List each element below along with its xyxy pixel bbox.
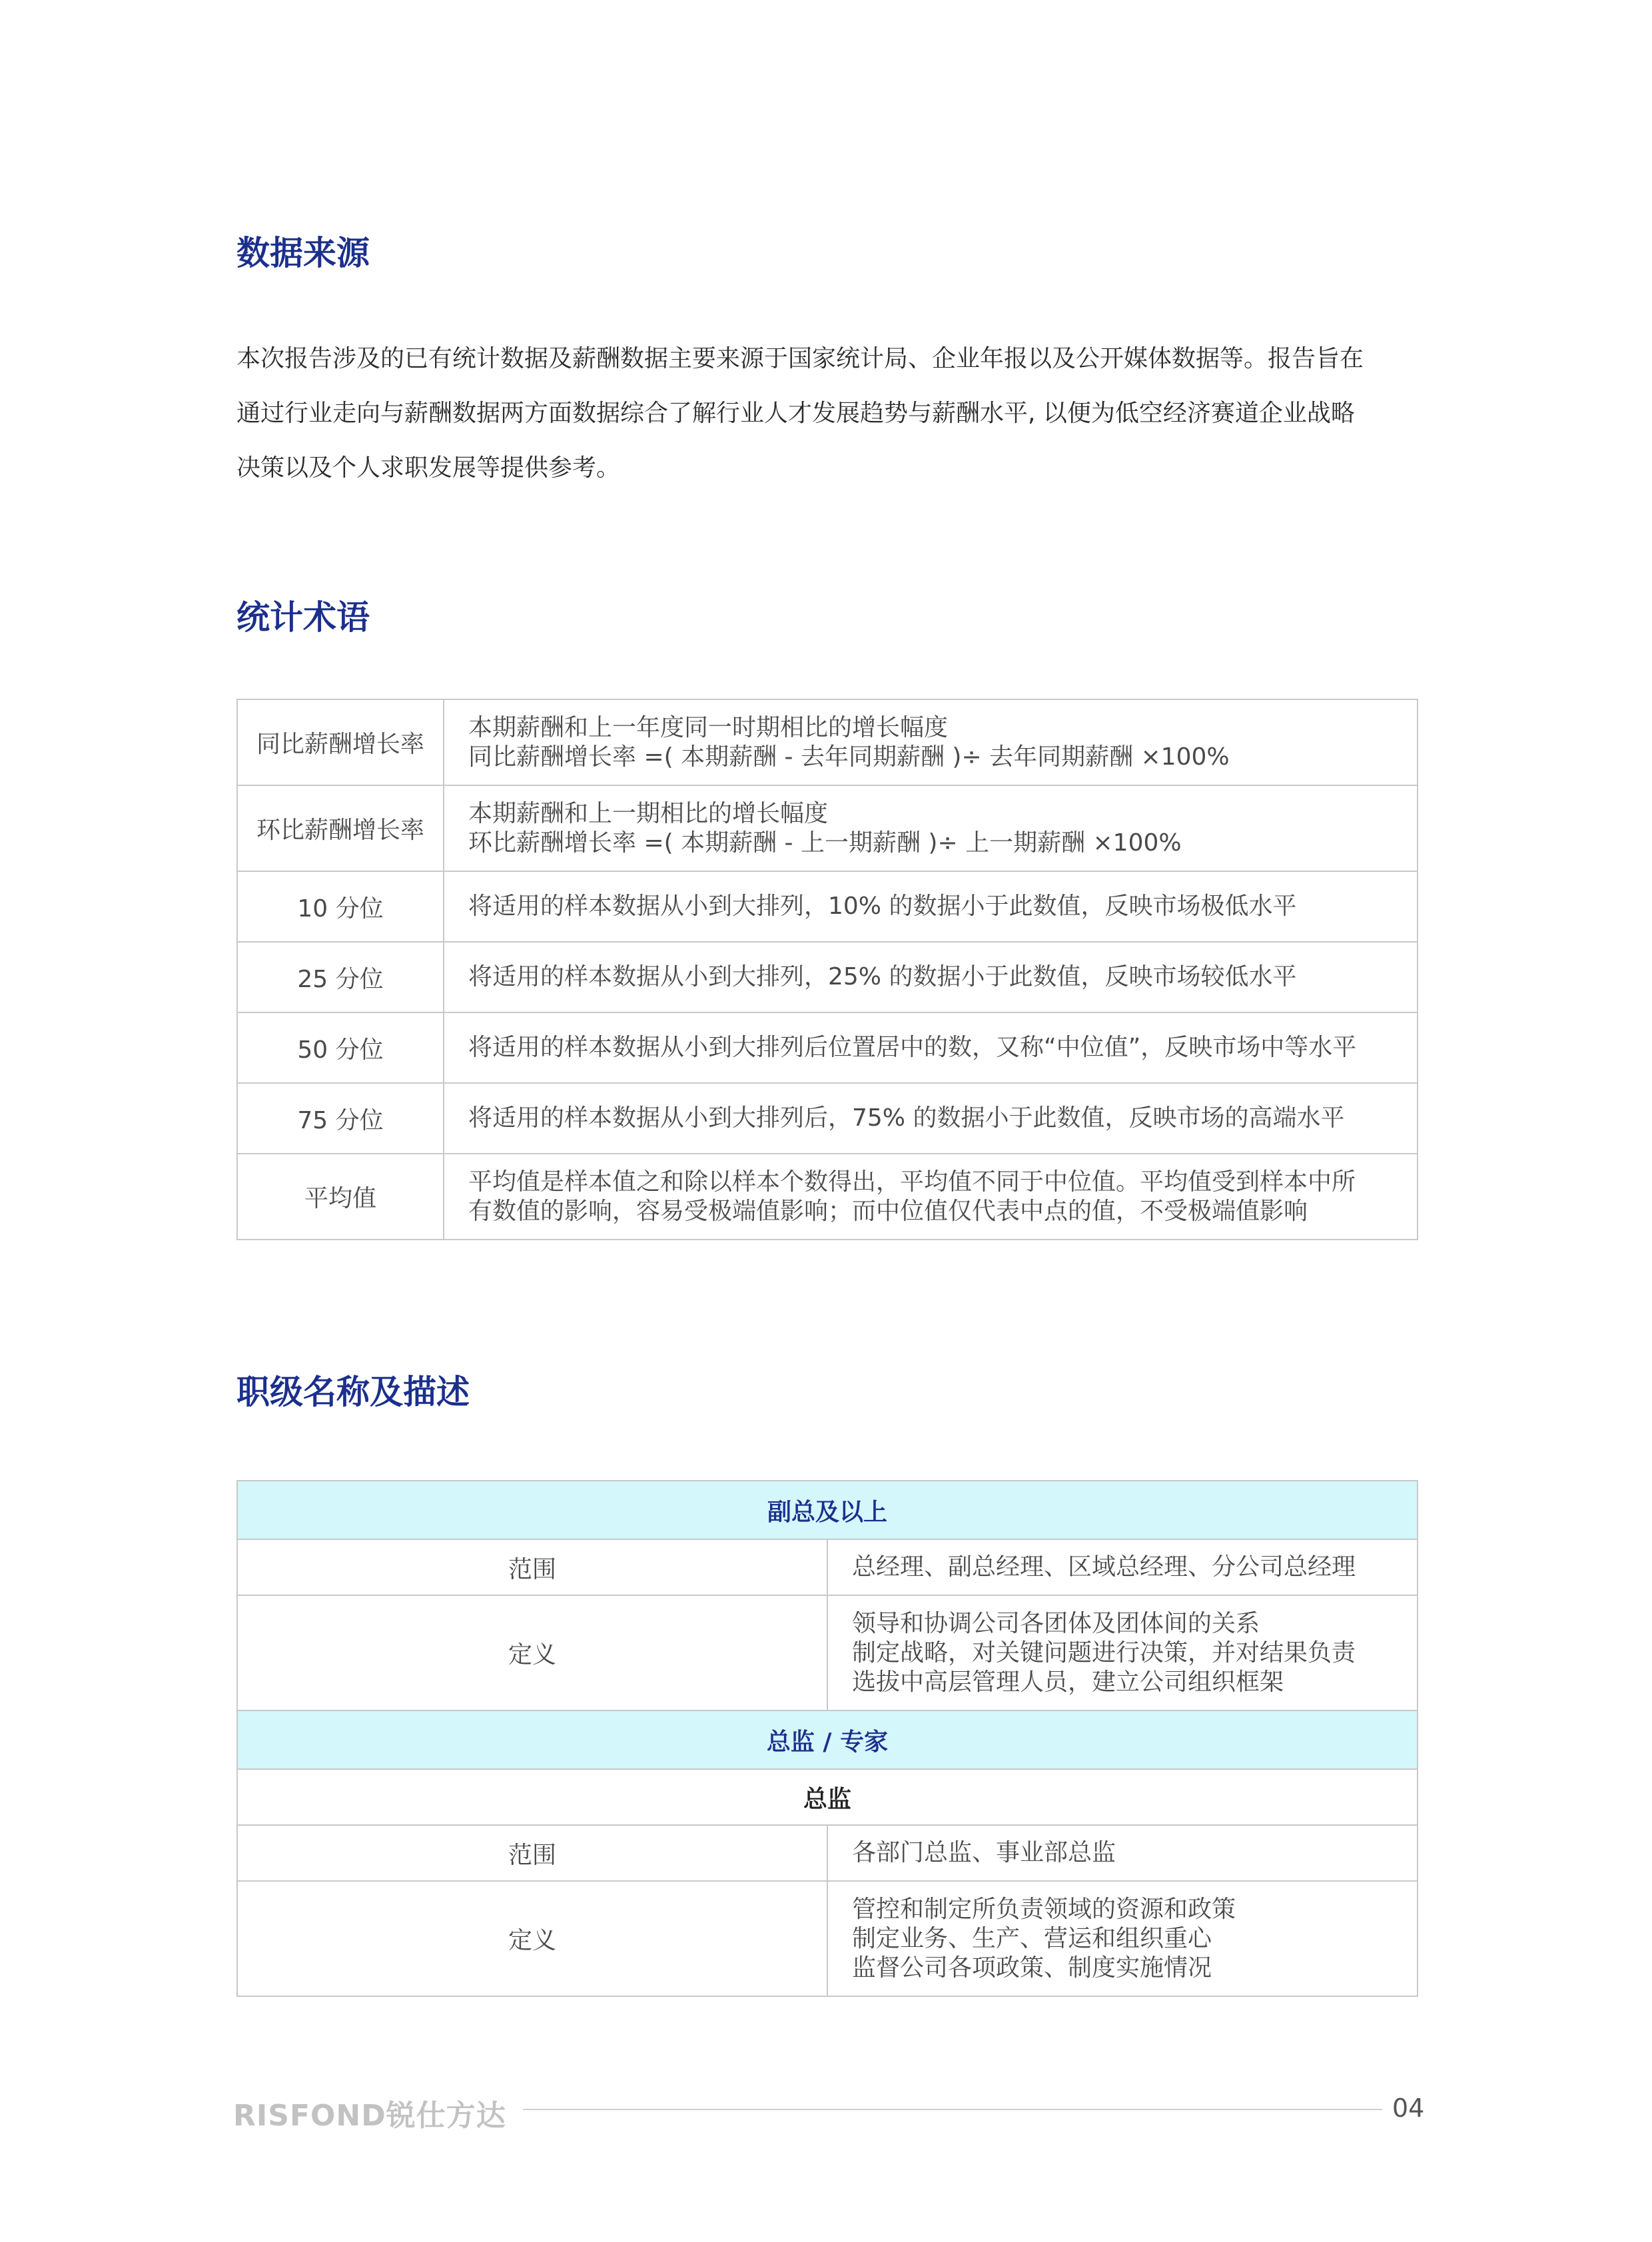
description-line: 平均值是样本值之和除以样本个数得出，平均值不同于中位值。平均值受到样本中所 [468, 1168, 1356, 1196]
term-description [444, 785, 1418, 871]
table-row [237, 1769, 1418, 1825]
term-label: 75 分位 [237, 1083, 444, 1154]
definition-line: 制定战略，对关键问题进行决策，并对结果负责 [852, 1639, 1356, 1667]
table-row [237, 1012, 1418, 1083]
section-title-stat-terms: 统计术语 [236, 598, 370, 637]
term-description [444, 699, 1418, 785]
term-label: 50 分位 [237, 1012, 444, 1083]
description-line: 本期薪酬和上一期相比的增长幅度 [468, 799, 829, 827]
level-subheader: 总监 [237, 1769, 1418, 1825]
table-row [237, 942, 1418, 1012]
definition-line: 领导和协调公司各团体及团体间的关系 [852, 1609, 1260, 1637]
term-label: 同比薪酬增长率 [237, 699, 444, 785]
table-row [237, 1539, 1418, 1595]
table-row [237, 1595, 1418, 1710]
table-row [237, 1710, 1418, 1769]
section-title-job-levels: 职级名称及描述 [236, 1373, 470, 1411]
definition-value [827, 1881, 1418, 1996]
description-line: 同比薪酬增长率 =( 本期薪酬 - 去年同期薪酬 )÷ 去年同期薪酬 ×100% [468, 743, 1230, 771]
page-number: 04 [1392, 2093, 1425, 2123]
data-source-paragraph [236, 332, 1419, 496]
scope-label: 范围 [237, 1825, 827, 1881]
description-line: 将适用的样本数据从小到大排列后，75% 的数据小于此数值，反映市场的高端水平 [468, 1104, 1345, 1132]
term-label: 平均值 [237, 1154, 444, 1240]
table-row [237, 1481, 1418, 1539]
scope-label: 范围 [237, 1539, 827, 1595]
stat-terms-table [236, 699, 1418, 1240]
table-row [237, 1825, 1418, 1881]
scope-value: 各部门总监、事业部总监 [827, 1825, 1418, 1881]
definition-line: 管控和制定所负责领域的资源和政策 [852, 1895, 1236, 1923]
definition-line: 制定业务、生产、营运和组织重心 [852, 1924, 1212, 1952]
table-row [237, 1083, 1418, 1154]
paragraph-line: 本次报告涉及的已有统计数据及薪酬数据主要来源于国家统计局、企业年报以及公开媒体数据等。报告旨在 [236, 345, 1364, 372]
job-levels-table [236, 1480, 1418, 1997]
scope-value: 总经理、副总经理、区域总经理、分公司总经理 [827, 1539, 1418, 1595]
description-line: 将适用的样本数据从小到大排列，10% 的数据小于此数值，反映市场极低水平 [468, 893, 1297, 920]
definition-label: 定义 [237, 1881, 827, 1996]
term-description [444, 942, 1418, 1012]
description-line: 将适用的样本数据从小到大排列，25% 的数据小于此数值，反映市场较低水平 [468, 963, 1297, 990]
definition-line: 监督公司各项政策、制度实施情况 [852, 1954, 1212, 1982]
paragraph-line: 决策以及个人求职发展等提供参考。 [236, 454, 621, 482]
paragraph-line: 通过行业走向与薪酬数据两方面数据综合了解行业人才发展趋势与薪酬水平, 以便为低空经济赛道企业战略 [236, 400, 1355, 427]
table-row [237, 1154, 1418, 1240]
description-line: 有数值的影响，容易受极端值影响；而中位值仅代表中点的值，不受极端值影响 [468, 1197, 1308, 1225]
table-row [237, 871, 1418, 942]
term-label: 10 分位 [237, 871, 444, 942]
definition-label: 定义 [237, 1595, 827, 1710]
brand-name-cn: 锐仕方达 [386, 2099, 506, 2133]
level-band-header: 总监 / 专家 [237, 1710, 1418, 1769]
section-title-data-source: 数据来源 [236, 234, 370, 272]
description-line: 环比薪酬增长率 =( 本期薪酬 - 上一期薪酬 )÷ 上一期薪酬 ×100% [468, 829, 1182, 857]
table-row [237, 699, 1418, 785]
footer-divider [523, 2109, 1382, 2110]
term-label: 25 分位 [237, 942, 444, 1012]
definition-value [827, 1595, 1418, 1710]
table-row [237, 785, 1418, 871]
term-description [444, 871, 1418, 942]
definition-line: 选拔中高层管理人员，建立公司组织框架 [852, 1668, 1284, 1696]
description-line: 本期薪酬和上一年度同一时期相比的增长幅度 [468, 713, 949, 741]
term-description [444, 1154, 1418, 1240]
brand-logo [233, 2091, 506, 2134]
brand-name-en: RISFOND [233, 2099, 386, 2133]
term-label: 环比薪酬增长率 [237, 785, 444, 871]
level-band-header: 副总及以上 [237, 1481, 1418, 1539]
table-row [237, 1881, 1418, 1996]
term-description [444, 1012, 1418, 1083]
term-description [444, 1083, 1418, 1154]
description-line: 将适用的样本数据从小到大排列后位置居中的数，又称“中位值”，反映市场中等水平 [468, 1034, 1357, 1061]
